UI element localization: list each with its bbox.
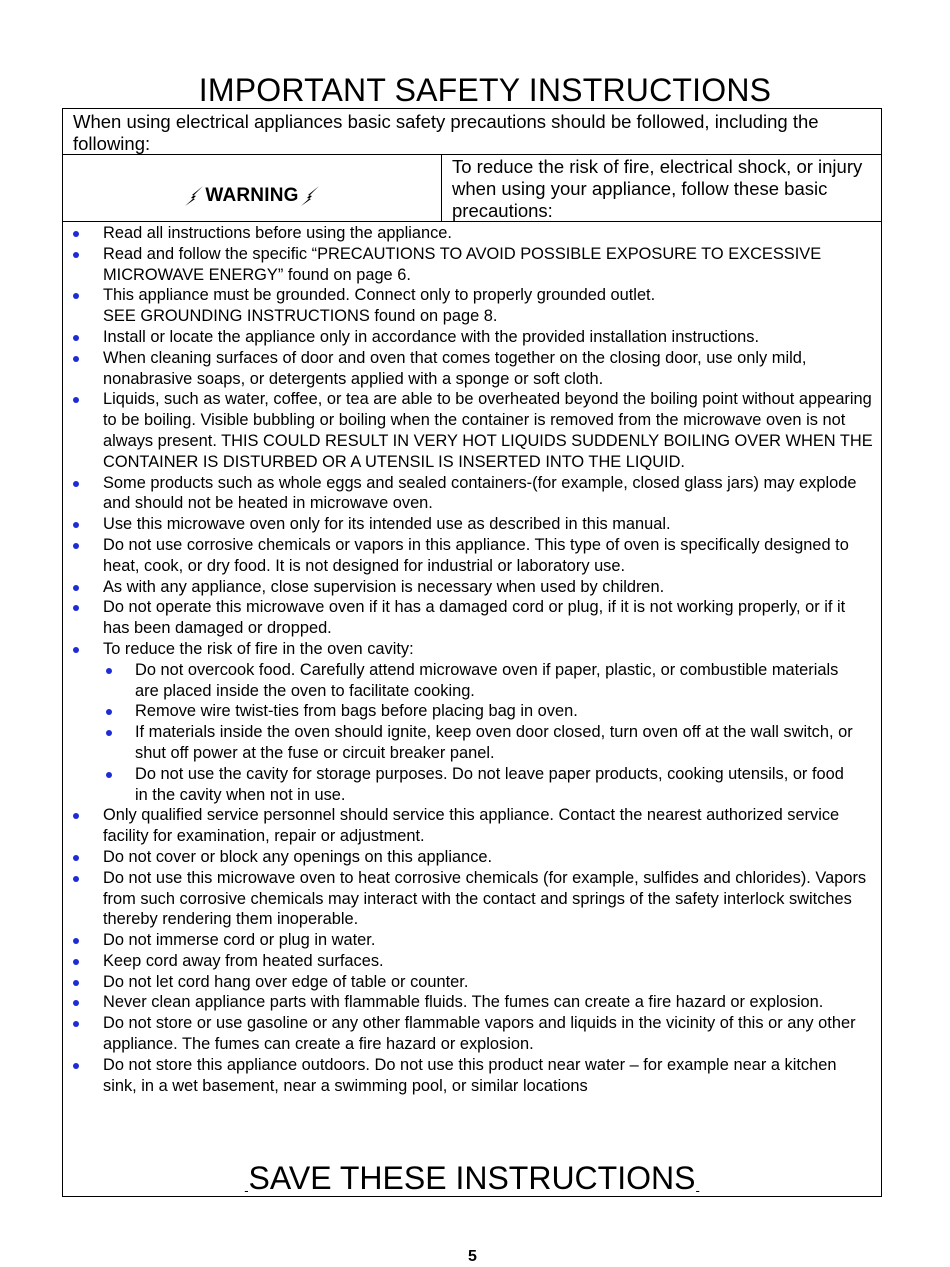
safety-list [63, 223, 881, 1096]
list-item: Never clean appliance parts with flammable fluids. The fumes can create a fire hazard or explosion. [63, 992, 881, 1013]
list-item: As with any appliance, close supervision is necessary when used by children. [63, 577, 881, 598]
sub-list [103, 660, 873, 806]
bullet-icon [73, 335, 79, 341]
list-item: Do not let cord hang over edge of table or counter. [63, 972, 881, 993]
bullet-icon [73, 1000, 79, 1006]
sub-list-item: Remove wire twist-ties from bags before placing bag in oven. [103, 701, 873, 722]
list-item: Keep cord away from heated surfaces. [63, 951, 881, 972]
save-dash-right: - [695, 1183, 700, 1198]
list-item: This appliance must be grounded. Connect only to properly grounded outlet. SEE GROUNDING INSTRUCTIONS found on page 8. [63, 285, 881, 327]
lightning-bolt-icon [183, 185, 205, 207]
bullet-icon [73, 876, 79, 882]
bullet-icon [73, 1021, 79, 1027]
list-item: Do not cover or block any openings on this appliance. [63, 847, 881, 868]
bullet-icon [73, 231, 79, 237]
sub-list-item: Do not use the cavity for storage purposes. Do not leave paper products, cooking utensils, or food in the cavity when not in use. [103, 764, 873, 806]
list-item: Do not store this appliance outdoors. Do not use this product near water – for example near a kitchen sink, in a wet basement, near a swimming pool, or similar locations [63, 1055, 881, 1097]
list-item: Read all instructions before using the appliance. [63, 223, 881, 244]
bullet-icon [106, 709, 112, 715]
bullet-icon [73, 1063, 79, 1069]
bullet-icon [73, 481, 79, 487]
list-item: Do not store or use gasoline or any other flammable vapors and liquids in the vicinity of this or any other appliance. The fumes can create a fire hazard or explosion. [63, 1013, 881, 1055]
page-number: 5 [468, 1248, 477, 1265]
bullet-icon [73, 813, 79, 819]
list-item: Do not operate this microwave oven if it has a damaged cord or plug, if it is not working properly, or if it has been damaged or dropped. [63, 597, 881, 639]
bullet-icon [73, 585, 79, 591]
bullet-icon [73, 647, 79, 653]
bullet-icon [106, 730, 112, 736]
list-item: Install or locate the appliance only in accordance with the provided installation instructions. [63, 327, 881, 348]
bullet-icon [73, 855, 79, 861]
warning-text: To reduce the risk of fire, electrical shock, or injury when using your appliance, follow these basic precautions: [452, 156, 863, 221]
list-item: Do not immerse cord or plug in water. [63, 930, 881, 951]
list-item: Read and follow the specific “PRECAUTIONS TO AVOID POSSIBLE EXPOSURE TO EXCESSIVE MICROWAVE ENERGY” found on page 6. [63, 244, 881, 286]
page-title: IMPORTANT SAFETY INSTRUCTIONS [198, 72, 772, 108]
list-item: Liquids, such as water, coffee, or tea are able to be overheated beyond the boiling point without appearing to be boiling. Visible bubbling or boiling when the container is removed from the microwave oven is not always present. THIS COULD RESULT IN VERY HOT LIQUIDS SUDDENLY BOILING OVER WHEN THE CONTAINER IS DISTURBED OR A UTENSIL IS INSERTED INTO THE LIQUID. [63, 389, 881, 472]
save-instructions [63, 1160, 881, 1209]
instructions-box [62, 108, 882, 1197]
bullet-icon [73, 959, 79, 965]
save-dash-left: - [244, 1183, 249, 1198]
bullet-icon [73, 605, 79, 611]
bullet-icon [73, 356, 79, 362]
save-instructions-text: SAVE THESE INSTRUCTIONS [248, 1160, 696, 1196]
list-item: Do not use this microwave oven to heat corrosive chemicals (for example, sulfides and chlorides). Vapors from such corrosive chemicals may interact with the contact and springs of the safety interlock switches thereby rendering them inoperable. [63, 868, 881, 930]
bullet-icon [73, 938, 79, 944]
lightning-bolt-icon [299, 185, 321, 207]
bullet-icon [106, 668, 112, 674]
list-item: Use this microwave oven only for its intended use as described in this manual. [63, 514, 881, 535]
list-item: Do not use corrosive chemicals or vapors in this appliance. This type of oven is specifically designed to heat, cook, or dry food. It is not designed for industrial or laboratory use. [63, 535, 881, 577]
warning-cell [63, 155, 442, 221]
intro-text: When using electrical appliances basic safety precautions should be followed, including the following: [63, 109, 881, 155]
sub-list-item: Do not overcook food. Carefully attend microwave oven if paper, plastic, or combustible materials are placed inside the oven to facilitate cooking. [103, 660, 873, 702]
warning-row [63, 155, 881, 222]
list-item: Only qualified service personnel should service this appliance. Contact the nearest authorized service facility for examination, repair or adjustment. [63, 805, 881, 847]
warning-label: WARNING [205, 185, 299, 206]
bullet-icon [73, 252, 79, 258]
list-item: Some products such as whole eggs and sealed containers-(for example, closed glass jars) may explode and should not be heated in microwave oven. [63, 473, 881, 515]
sub-list-item: If materials inside the oven should ignite, keep oven door closed, turn oven off at the wall switch, or shut off power at the fuse or circuit breaker panel. [103, 722, 873, 764]
list-item: To reduce the risk of fire in the oven cavity: Do not overcook food. Carefully attend microwave oven if paper, plastic, or combustible materials are placed inside the oven to facilitate cooking. Remove wire twist-ties from bags before placing bag in oven. If materials inside the oven should ignite, keep oven door closed, turn oven off at the wall switch, or shut off power at the fuse or circuit breaker panel. Do not use the cavity for storage purposes. Do not leave paper products, cooking utensils, or food in the cavity when not in use. [63, 639, 881, 805]
bullet-icon [73, 397, 79, 403]
bullet-icon [106, 772, 112, 778]
bullet-icon [73, 980, 79, 986]
bullet-icon [73, 522, 79, 528]
bullet-icon [73, 543, 79, 549]
list-item: When cleaning surfaces of door and oven that comes together on the closing door, use only mild, nonabrasive soaps, or detergents applied with a sponge or soft cloth. [63, 348, 881, 390]
bullet-icon [73, 293, 79, 299]
